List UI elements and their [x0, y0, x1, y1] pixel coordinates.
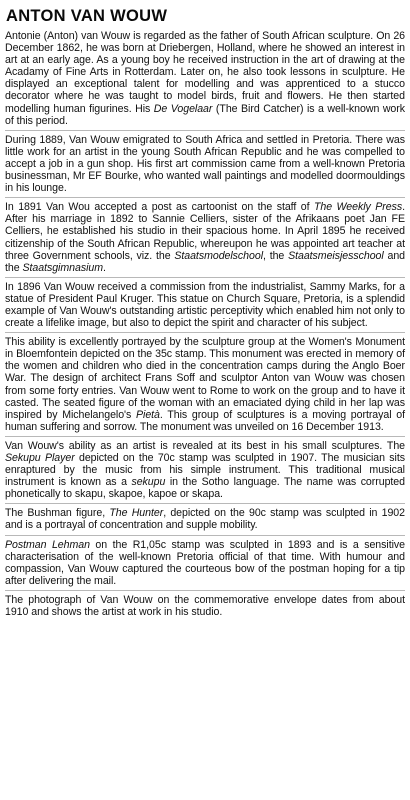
- text-run: Antonie (Anton) van Wouw is regarded as the father of South African sculpture. On 26 December 1862, he was born at Driebergen, Holland, where he showed an interest in art at an early age. As a young boy he received instruction in the art of drawing at the Acadamy of Fine Arts in Rotterdam. Later on, he also took lessons in sculpture. He displayed an exceptional talent for modelling and was apprenticed to a stucco decorator where he was taught to model birds, fruit and flowers. He then started modelling human figurines. His: [5, 30, 405, 115]
- text-run: .: [103, 261, 106, 274]
- text-run: This ability is excellently portrayed by the sculpture group at the Women's Monument in Bloemfontein depicted on the 35c stamp. This monument was erected in memory of the women and children who died in the concentration camps during the Anglo Boer War. The design of architect Frans Soff and sculptor Anton van Wouw was chosen from some forty entries. Van Wouw went to Rome to work on the group and to have it casted. The seated figure of the woman with an emaciated dying child in her lap was inspired by Michelangelo's: [5, 336, 405, 421]
- italic-text: Staatsgimnasium: [22, 261, 103, 274]
- paragraph-divider: [5, 590, 405, 591]
- text-run: depicted on the 70c stamp was sculpted in 1907. The musician sits enraptured by the music from his simple instrument. This traditional musical instrument is known as a: [5, 452, 405, 489]
- text-run: . After his marriage in 1892 to Sannie Celliers, sister of the Afrikaans poet Jan FE Celliers, he established his studio in their spacious home. In April 1895 he received citizenship of the South African Republic, whereupon he was appointed art teacher at three Government schools, viz. the: [5, 201, 405, 262]
- paragraph-divider: [5, 535, 405, 536]
- paragraph-divider: [5, 130, 405, 131]
- paragraph: [5, 336, 405, 433]
- text-run: The Bushman figure,: [5, 507, 110, 520]
- text-run: and the: [5, 249, 405, 274]
- text-run: In 1891 Van Wou accepted a post as cartoonist on the staff of: [5, 201, 314, 214]
- text-run: . This group of sculptures is a moving portrayal of human suffering and sorrow. The monument was unveiled on 16 December 1913.: [5, 408, 405, 433]
- italic-text: Pietà: [136, 408, 160, 421]
- text-run: Van Wouw's ability as an artist is revealed at its best in his small sculptures. The: [5, 439, 405, 452]
- text-run: During 1889, Van Wouw emigrated to South Africa and settled in Pretoria. There was little work for an artist in the young South African Republic and he was compelled to accept a job in a gun shop. His first art commission came from a well-known Pretoria businessman, Mr EF Bourke, who wanted wall paintings and modelled doormouldings in his lounge.: [5, 133, 405, 195]
- text-run: in the Sotho language. The name was corrupted phonetically to skapu, skapoe, kapoe or skapa.: [5, 476, 405, 501]
- text-run: , the: [263, 249, 289, 262]
- italic-text: The Hunter: [109, 507, 164, 520]
- paragraph-divider: [5, 197, 405, 198]
- paragraph-divider: [5, 436, 405, 437]
- italic-text: Postman Lehman: [5, 538, 90, 551]
- text-run: The photograph of Van Wouw on the commemorative envelope dates from about 1910 and shows the artist at work in his studio.: [5, 593, 405, 619]
- paragraph: [5, 507, 405, 531]
- paragraph: [5, 594, 405, 618]
- text-run: , depicted on the 90c stamp was sculpted in 1902 and is a portrayal of concentration and supple mobility.: [5, 507, 405, 532]
- paragraph: [5, 539, 405, 587]
- page-title: ANTON VAN WOUW: [6, 7, 168, 25]
- text-run: on the R1,05c stamp was sculpted in 1893 and is a sensitive characterisation of the well-known Pretoria official of that time. With humour and compassion, Van Wouw captured the courteous bow of the postman hoping for a tip after delivering the mail.: [5, 538, 405, 587]
- italic-text: Sekupu Player: [5, 452, 75, 464]
- paragraph: [5, 201, 405, 274]
- italic-text: The Weekly Press: [313, 201, 403, 214]
- paragraph-divider: [5, 277, 405, 278]
- paragraph-divider: [5, 503, 405, 504]
- italic-text: sekupu: [131, 476, 166, 489]
- italic-text: Staatsmodelschool: [174, 249, 264, 262]
- paragraph: [5, 440, 405, 500]
- italic-text: De Vogelaar: [153, 102, 213, 115]
- paragraph: [5, 30, 405, 127]
- text-run: In 1896 Van Wouw received a commission from the industrialist, Sammy Marks, for a statue of President Paul Kruger. This statue on Church Square, Pretoria, is a splendid example of Van Wouw's outstanding artistic perceptivity which enabled him not only to create a lifelike image, but also to depict the spirit and character of his subject.: [5, 280, 405, 330]
- article-body: [5, 30, 405, 618]
- italic-text: Staatsmeisjesschool: [288, 249, 384, 262]
- paragraph: [5, 281, 405, 329]
- text-run: (The Bird Catcher) is a well-known work of this period.: [5, 102, 406, 127]
- paragraph-divider: [5, 332, 405, 333]
- paragraph: [5, 134, 405, 194]
